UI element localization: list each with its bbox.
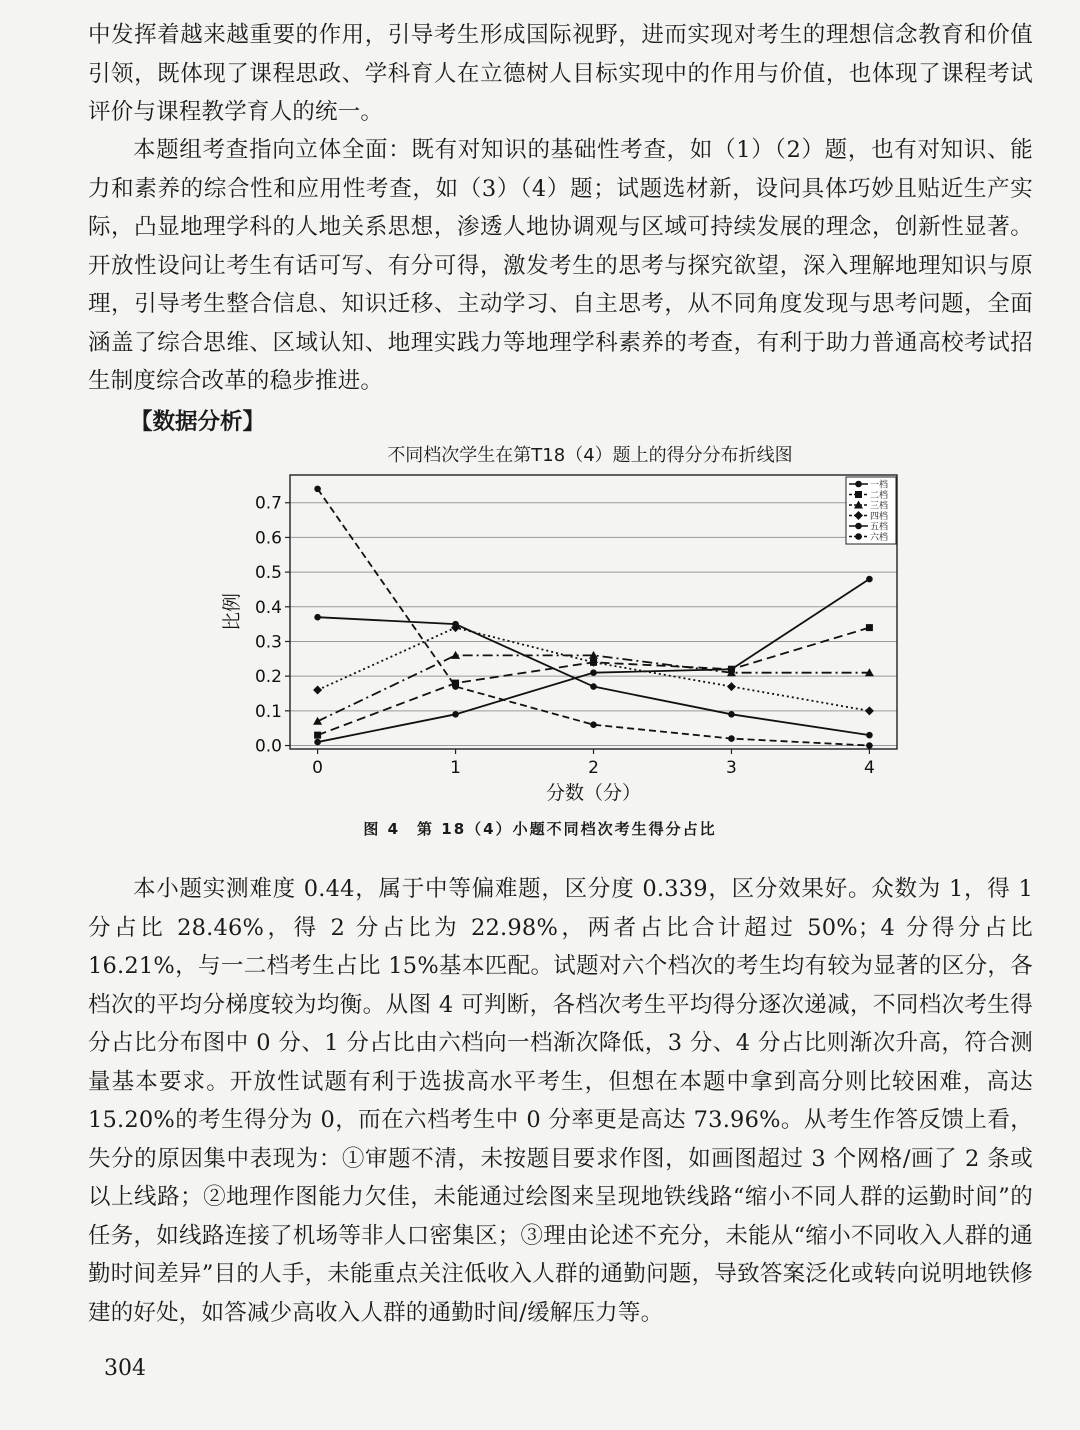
series-3-point (451, 651, 460, 659)
figure-caption: 图 4 第 18（4）小题不同档次考生得分占比 (363, 820, 717, 838)
series-1-point (314, 739, 321, 746)
legend-entry: 二档 (870, 491, 889, 501)
y-axis-label: 比例 (221, 592, 243, 632)
series-6-point (314, 486, 321, 493)
y-tick-label: 0.4 (254, 597, 282, 618)
series-4-point (727, 682, 736, 691)
legend-entry: 六档 (870, 533, 889, 543)
legend-entry: 五档 (870, 522, 889, 533)
x-tick-label: 4 (863, 758, 875, 778)
paragraph-1: 中发挥着越来越重要的作用，引导考生形成国际视野，进而实现对考生的理想信念教育和价值引领，既体现了课程思政、学科育人在立德树人目标实现中的作用与价值，也体现了课程考试评价与课程教学育人的统一。 (88, 22, 1033, 125)
y-tick-label: 0.5 (254, 563, 282, 584)
series-line-6 (318, 489, 870, 746)
series-line-2 (318, 628, 870, 736)
paragraph-3: 本小题实测难度 0.44，属于中等偏难题，区分度 0.339，区分效果好。众数为 1，得 1 分占比 28.46%，得 2 分占比为 22.98%，两者占比合计超过 50%；4 分得分占比 16.21%，与一二档考生占比 15%基本匹配。试题对六个档次的考生均有较为显著的区分，各档次的平均分梯度较为均衡。从图 4 可判断，各档次考生平均得分逐次递减，不同档次考生得分占比分布图中 0 分、1 分占比由六档向一档渐次降低，3 分、4 分占比则渐次升高，符合测量基本要求。开放性试题有利于选拔高水平考生，但想在本题中拿到高分则比较困难，高达 15.20%的考生得分为 0，而在六档考生中 0 分率更是高达 73.96%。从考生作答反馈上看，失分的原因集中表现为：①审题不清，未按题目要求作图，如画图超过 3 个网格/画了 2 条或以上线路；②地理作图能力欠佳，未能通过绘图来呈现地铁线路“缩小不同人群的运勤时间”的任务，如线路连接了机场等非人口密集区；③理由论述不充分，未能从“缩小不同收入人群的通勤时间差异”目的人手，未能重点关注低收入人群的通勤问题，导致答案泛化或转向说明地铁修建的好处，如答减少高收入人群的通勤时间/缓解压力等。 (88, 876, 1033, 1326)
series-1-point (452, 711, 459, 718)
legend-marker (855, 533, 862, 540)
y-tick-label: 0.7 (254, 493, 282, 514)
x-tick-label: 1 (450, 758, 461, 778)
y-tick-label: 0.2 (254, 667, 282, 688)
legend-marker (855, 481, 862, 488)
series-5-point (866, 732, 873, 739)
section-heading: 【数据分析】 (130, 409, 266, 435)
series-4-point (865, 706, 874, 715)
x-axis-label: 分数（分） (545, 782, 642, 804)
y-tick-label: 0.1 (254, 701, 282, 722)
series-2-point (866, 624, 873, 631)
series-5-point (590, 683, 597, 690)
plot-frame (290, 475, 897, 749)
legend-entry: 一档 (870, 480, 889, 491)
series-6-point (866, 742, 873, 749)
y-tick-label: 0.0 (254, 736, 282, 757)
series-1-point (866, 576, 873, 583)
series-6-point (590, 721, 597, 728)
series-line-4 (318, 628, 870, 711)
x-tick-label: 3 (726, 758, 737, 778)
y-tick-label: 0.6 (254, 528, 282, 549)
x-tick-label: 2 (588, 758, 599, 778)
series-5-point (314, 614, 321, 621)
series-5-point (728, 711, 735, 718)
legend-entry: 四档 (870, 512, 889, 522)
series-3-point (313, 717, 322, 725)
paragraph-2: 本题组考查指向立体全面：既有对知识的基础性考查，如（1）（2）题，也有对知识、能力和素养的综合性和应用性考查，如（3）（4）题；试题选材新，设问具体巧妙且贴近生产实际，凸显地理学科的人地关系思想，渗透人地协调观与区域可持续发展的理念，创新性显著。开放性设问让考生有话可写、有分可得，激发考生的思考与探究欲望，深入理解地理知识与原理，引导考生整合信息、知识迁移、主动学习、自主思考，从不同角度发现与思考问题，全面涵盖了综合思维、区域认知、地理实践力等地理学科素养的考查，有利于助力普通高校考试招生制度综合改革的稳步推进。 (88, 137, 1033, 394)
y-tick-label: 0.3 (254, 632, 282, 653)
series-6-point (728, 735, 735, 742)
page-number: 304 (104, 1356, 146, 1381)
series-5-point (452, 621, 459, 628)
chart-title: 不同档次学生在第T18（4）题上的得分分布折线图 (387, 445, 793, 466)
series-1-point (590, 669, 597, 676)
series-6-point (452, 683, 459, 690)
x-tick-label: 0 (312, 758, 324, 778)
series-4-point (313, 686, 322, 695)
legend-marker (855, 523, 862, 530)
series-2-point (314, 732, 321, 739)
legend-entry: 三档 (870, 501, 889, 512)
legend-marker (855, 491, 862, 498)
